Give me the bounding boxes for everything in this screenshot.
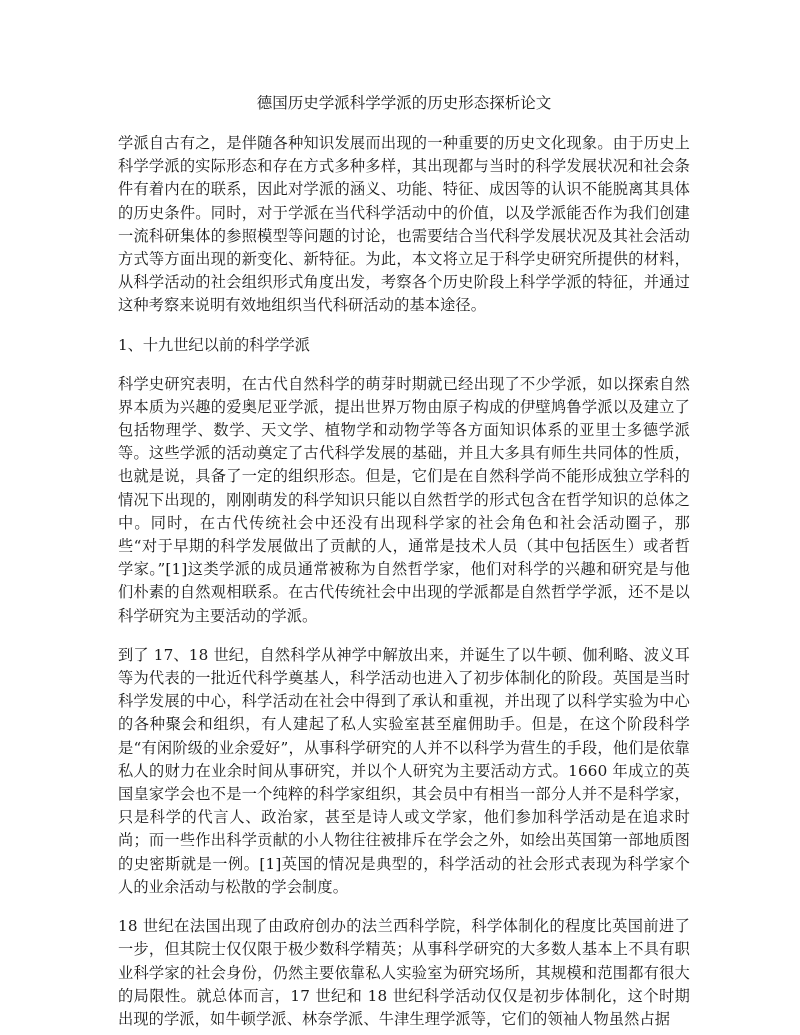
paragraph-french-academy: 18 世纪在法国出现了由政府创办的法兰西科学院，科学体制化的程度比英国前进了一步，但其院士仅仅限于极少数科学精英；从事科学研究的大多数人基本上不具有职业科学家的社会身份，仍然主要依靠私人实验室为研究场所，其规模和范围都有很大的局限性。就总体而言，17 世纪和 18 世纪科学活动仅仅是初步体制化，这个时期出现的学派，如牛顿学派、林奈学派、牛津生理学派等，它们的领袖人物虽然占据: [118, 917, 690, 1028]
paragraph-intro: 学派自古有之，是伴随各种知识发展而出现的一种重要的历史文化现象。由于历史上科学学派的实际形态和存在方式多种多样，其出现都与当时的科学发展状况和社会条件有着内在的联系，因此对学派的涵义、功能、特征、成因等的认识不能脱离其具体的历史条件。同时，对于学派在当代科学活动中的价值，以及学派能否作为我们创建一流科研集体的参照模型等问题的讨论，也需要结合当代科学发展状况及其社会活动方式等方面出现的新变化、新特征。为此，本文将立足于科学史研究所提供的材料，从科学活动的社会组织形式角度出发，考察各个历史阶段上科学学派的特征，并通过这种考察来说明有效地组织当代科研活动的基本途径。: [118, 134, 690, 315]
paragraph-ancient-schools: 科学史研究表明，在古代自然科学的萌芽时期就已经出现了不少学派，如以探索自然界本质为兴趣的爱奥尼亚学派，提出世界万物由原子构成的伊壁鸠鲁学派以及建立了包括物理学、数学、天文学、植物学和动物学等各方面知识体系的亚里士多德学派等。这些学派的活动奠定了古代科学发展的基础，并且大多具有师生共同体的性质，也就是说，具备了一定的组织形态。但是，它们是在自然科学尚不能形成独立学科的情况下出现的，刚刚萌发的科学知识只能以自然哲学的形式包含在哲学知识的总体之中。同时，在古代传统社会中还没有出现科学家的社会角色和社会活动圈子，那些“对于早期的科学发展做出了贡献的人，通常是技术人员（其中包括医生）或者哲学家。”[1]这类学派的成员通常被称为自然哲学家，他们对科学的兴趣和研究是与他们朴素的自然观相联系。在古代传统社会中出现的学派都是自然哲学学派，还不是以科学研究为主要活动的学派。: [118, 374, 690, 625]
section-heading: 1、十九世纪以前的科学学派: [118, 335, 310, 354]
document-title: 德国历史学派科学学派的历史形态探析论文: [256, 94, 552, 112]
paragraph-17-18-century: 到了 17、18 世纪，自然科学从神学中解放出来，并诞生了以牛顿、伽利略、波义耳等为代表的一批近代科学奠基人，科学活动也进入了初步体制化的阶段。英国是当时科学发展的中心，科学活动在社会中得到了承认和重视，并出现了以科学实验为中心的各种聚会和组织，有人建起了私人实验室甚至雇佣助手。但是，在这个阶段科学是“有闲阶级的业余爱好”，从事科学研究的人并不以科学为营生的手段，他们是依靠私人的财力在业余时间从事研究，并以个人研究为主要活动方式。1660 年成立的英国皇家学会也不是一个纯粹的科学家组织，其会员中有相当一部分人并不是科学家，只是科学的代言人、政治家，甚至是诗人或文学家，他们参加科学活动是在追求时尚；而一些作出科学贡献的小人物往往被排斥在学会之外，如绘出英国第一部地质图的史密斯就是一例。[1]英国的情况是典型的，科学活动的社会形式表现为科学家个人的业余活动与松散的学会制度。: [118, 645, 690, 896]
